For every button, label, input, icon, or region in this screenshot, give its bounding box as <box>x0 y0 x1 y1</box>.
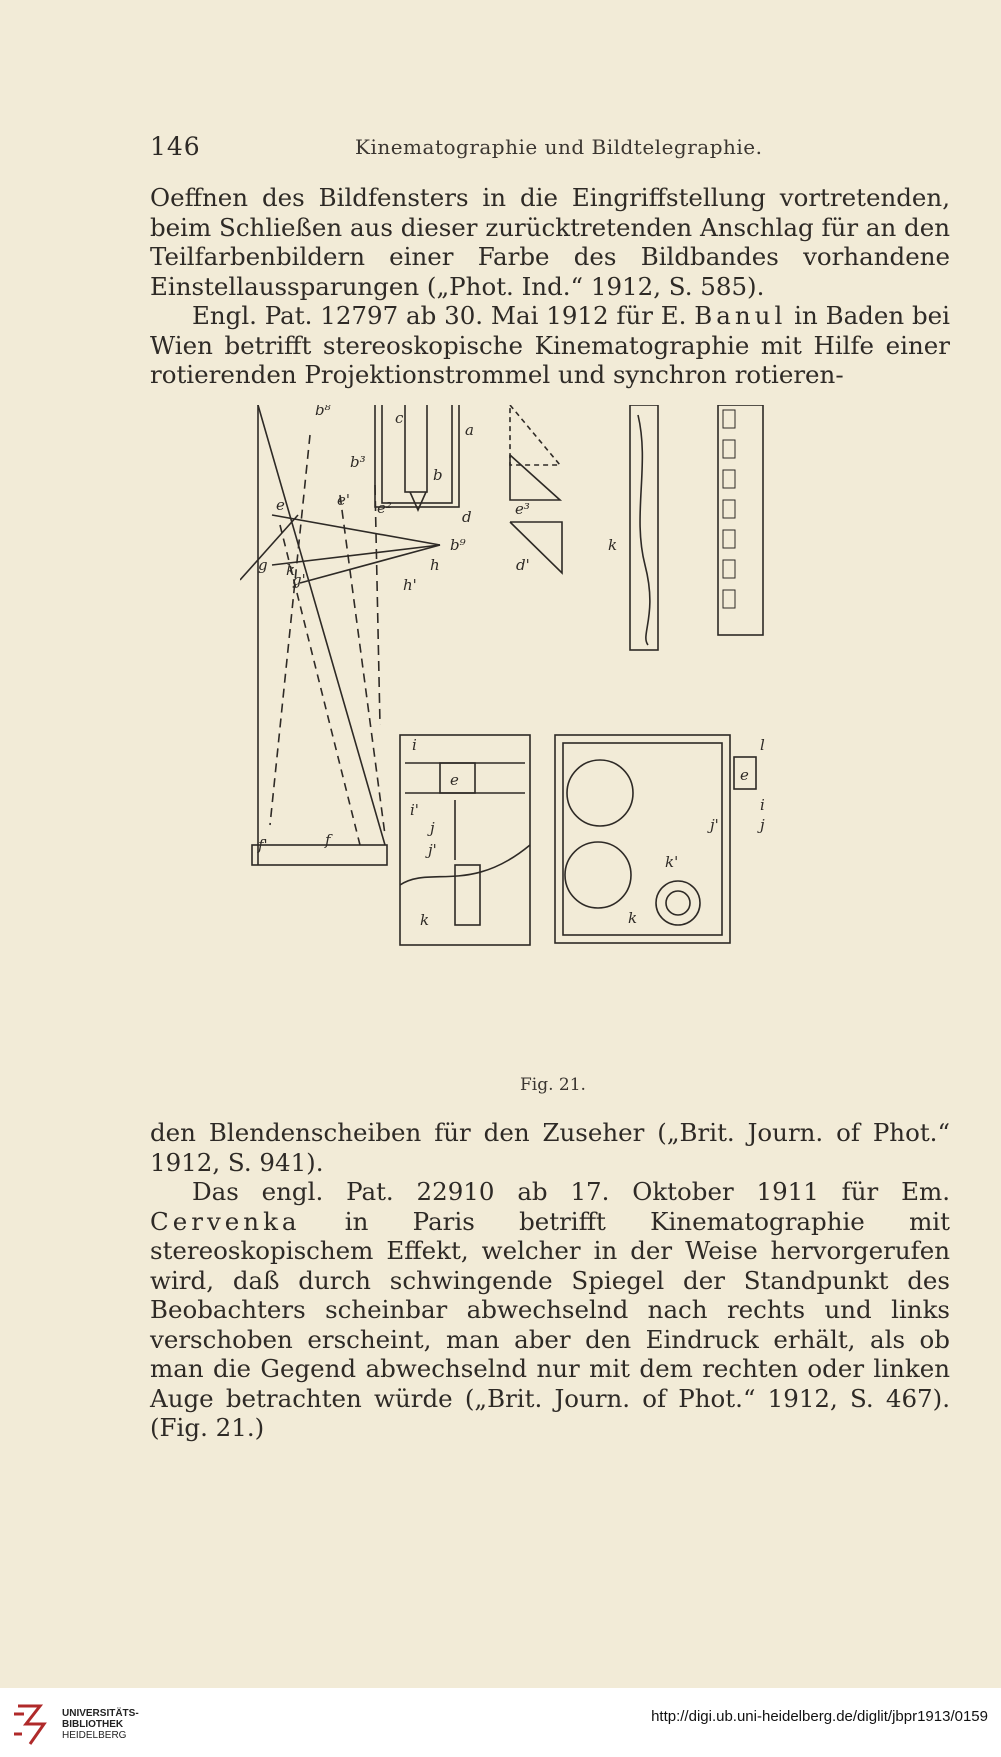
figure-label: g <box>258 556 268 574</box>
figure-label: e <box>276 496 285 514</box>
source-url-link[interactable]: http://digi.ub.uni-heidelberg.de/diglit/jbpr1913/0159 <box>651 1708 988 1725</box>
figure-label: i' <box>410 801 419 819</box>
digitization-footer <box>0 1688 1001 1757</box>
library-logo-icon <box>10 1700 55 1748</box>
figure-caption: Fig. 21. <box>520 1075 586 1095</box>
figure-label: i <box>412 736 417 754</box>
figure-label: i <box>760 796 765 814</box>
spaced-name: Cervenka <box>150 1206 301 1236</box>
figure-label: k <box>608 536 618 554</box>
figure-label: c <box>395 409 404 427</box>
figure-label: j' <box>428 841 437 859</box>
figure-label: g' <box>292 571 306 589</box>
figure-label: h <box>430 556 440 574</box>
paragraph: Das engl. Pat. 22910 ab 17. Oktober 1911 für Em. Cervenka in Paris betrifft Kinematographie mit stereoskopischem Effekt, welcher in der Weise hervorgerufen wird, daß durch schwingende Spiegel der Standpunkt des Beobachters scheinbar abwechselnd nach rechts und links verschoben erscheint, man aber den Eindruck erhält, als ob man die Gegend abwechselnd nur mit dem rechten oder linken Auge betrachten würde („Brit. Journ. of Phot.“ 1912, S. 467). (Fig. 21.) <box>150 1177 950 1442</box>
paragraph: Engl. Pat. 12797 ab 30. Mai 1912 für E. Banul in Baden bei Wien betrifft stereoskopische Kinematographie mit Hilfe einer rotierenden Projektionstrommel und synchron rotieren- <box>150 301 950 389</box>
text-block-bottom <box>150 1118 950 1443</box>
figure-label: k' <box>665 853 679 871</box>
figure-label: f <box>325 831 331 849</box>
figure-label: k <box>420 911 430 929</box>
figure-label: j' <box>710 816 719 834</box>
figure-label: l <box>760 736 765 754</box>
running-title: Kinematographie und Bildtelegraphie. <box>355 135 763 159</box>
figure-label: j <box>760 816 765 834</box>
figure-label: b⁸ <box>315 405 331 419</box>
figure-label: k <box>628 909 638 927</box>
page-header <box>150 132 945 162</box>
figure-label: k <box>286 561 296 579</box>
figure-label: d <box>462 508 472 526</box>
library-name: UNIVERSITÄTS- BIBLIOTHEK HEIDELBERG <box>62 1708 139 1741</box>
figure-label: b <box>433 466 443 484</box>
figure-label: h' <box>403 576 417 594</box>
figure-label: e² <box>377 499 392 517</box>
figure-label: e' <box>337 491 351 509</box>
text-block-top <box>150 183 950 390</box>
paragraph: Oeffnen des Bildfensters in die Eingriffstellung vortretenden, beim Schließen aus dieser zurücktretenden Anschlag für an den Teilfarbenbildern einer Farbe des Bildbandes vorhandene Einstellaussparungen („Phot. Ind.“ 1912, S. 585). <box>150 183 950 301</box>
spaced-name: Banul <box>694 301 787 330</box>
paragraph: den Blendenscheiben für den Zuseher („Brit. Journ. of Phot.“ 1912, S. 941). <box>150 1118 950 1177</box>
figure-label: j <box>430 819 435 837</box>
figure-label: b³ <box>350 453 366 471</box>
figure-label: a <box>465 421 474 439</box>
figure-label: e <box>740 766 749 784</box>
page-number: 146 <box>150 132 201 161</box>
figure-21 <box>240 405 860 1065</box>
figure-label: e <box>450 771 459 789</box>
figure-label: e³ <box>515 500 530 518</box>
patent-drawing <box>240 405 860 1065</box>
figure-label: b⁹ <box>450 536 466 554</box>
figure-label: f' <box>258 836 268 854</box>
figure-label: d' <box>516 556 530 574</box>
